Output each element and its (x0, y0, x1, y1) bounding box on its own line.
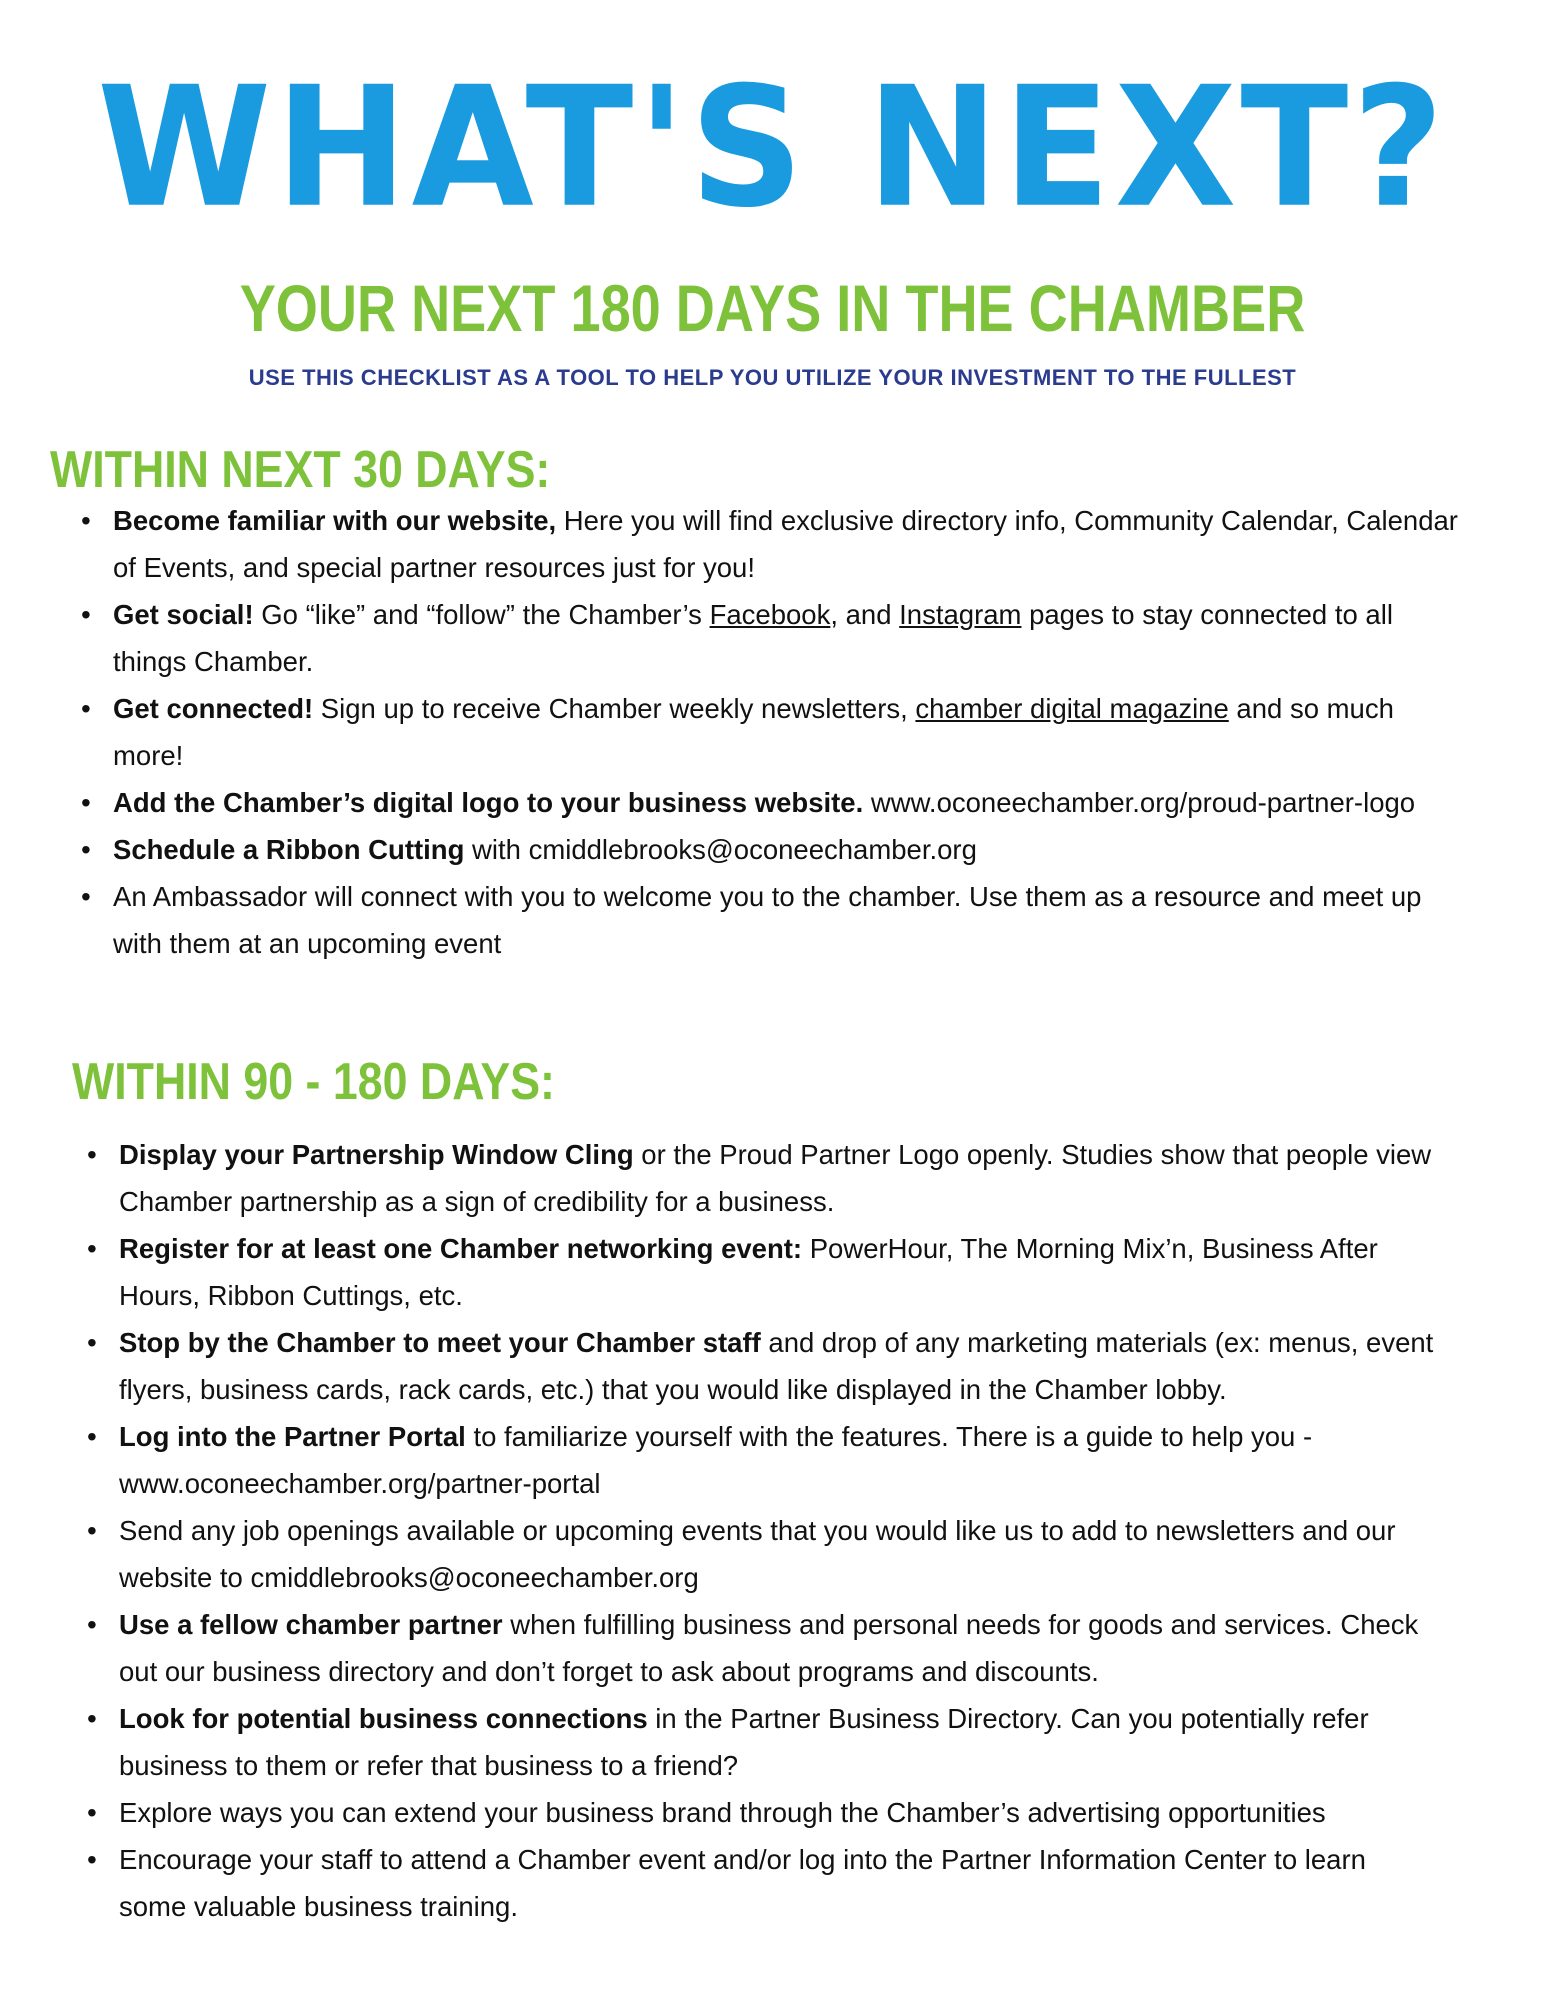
list-item (113, 873, 1463, 967)
list-item (119, 1789, 1439, 1836)
list-item (113, 685, 1463, 779)
section-heading-30-days: WITHIN NEXT 30 DAYS: (50, 441, 551, 499)
item-text: , and (830, 599, 900, 630)
checklist-90-180-days (119, 1131, 1439, 1930)
list-item (113, 779, 1463, 826)
list-item (119, 1131, 1439, 1225)
checklist-30-days (113, 497, 1463, 967)
page-subtitle: YOUR NEXT 180 DAYS IN THE CHAMBER (239, 271, 1306, 345)
list-item (119, 1695, 1439, 1789)
item-text: and so much more! (113, 693, 1394, 771)
item-text: Explore ways you can extend your business brand through the Chamber’s advertising opportunities (119, 1797, 1326, 1828)
list-item (119, 1507, 1439, 1601)
item-bold-text: Look for potential business connections (119, 1703, 648, 1734)
item-text: or the Proud Partner Logo openly. Studies show that people view Chamber partnership as a sign of credibility for a business. (119, 1139, 1432, 1217)
item-text: with cmiddlebrooks@oconeechamber.org (464, 834, 977, 865)
item-text: in the Partner Business Directory. Can you potentially refer business to them or refer that business to a friend? (119, 1703, 1369, 1781)
item-bold-text: Become familiar with our website, (113, 505, 557, 536)
item-text: Send any job openings available or upcoming events that you would like us to add to newsletters and our website to cmiddlebrooks@oconeechamber.org (119, 1515, 1396, 1593)
item-text: Go “like” and “follow” the Chamber’s (253, 599, 710, 630)
item-bold-text: Get social! (113, 599, 254, 630)
item-text: when fulfilling business and personal needs for goods and services. Check out our business directory and don’t forget to ask about programs and discounts. (119, 1609, 1419, 1687)
item-text: to familiarize yourself with the features. There is a guide to help you - www.oconeechamber.org/partner-portal (119, 1421, 1313, 1499)
list-item (119, 1319, 1439, 1413)
item-bold-text: Register for at least one Chamber networking event: (119, 1233, 803, 1264)
page-title: WHAT'S NEXT? (97, 51, 1448, 245)
list-item (119, 1225, 1439, 1319)
list-item (113, 591, 1463, 685)
item-text: Sign up to receive Chamber weekly newsletters, (313, 693, 916, 724)
list-item (119, 1836, 1439, 1930)
item-text: Here you will find exclusive directory info, Community Calendar, Calendar of Events, and special partner resources just for you! (113, 505, 1458, 583)
item-text: pages to stay connected to all things Chamber. (113, 599, 1393, 677)
item-bold-text: Schedule a Ribbon Cutting (113, 834, 465, 865)
instagram-link[interactable]: Instagram (899, 599, 1022, 630)
item-text: PowerHour, The Morning Mix’n, Business After Hours, Ribbon Cuttings, etc. (119, 1233, 1378, 1311)
item-bold-text: Display your Partnership Window Cling (119, 1139, 634, 1170)
item-bold-text: Use a fellow chamber partner (119, 1609, 503, 1640)
item-bold-text: Log into the Partner Portal (119, 1421, 466, 1452)
list-item (119, 1601, 1439, 1695)
section-heading-90-180-days: WITHIN 90 - 180 DAYS: (72, 1053, 555, 1111)
facebook-link[interactable]: Facebook (709, 599, 831, 630)
item-text: www.oconeechamber.org/proud-partner-logo (863, 787, 1416, 818)
item-bold-text: Stop by the Chamber to meet your Chamber staff (119, 1327, 761, 1358)
item-bold-text: Get connected! (113, 693, 314, 724)
item-text: and drop of any marketing materials (ex: menus, event flyers, business cards, rack cards, etc.) that you would like displayed in the Chamber lobby. (119, 1327, 1434, 1405)
list-item (113, 497, 1463, 591)
item-bold-text: Add the Chamber’s digital logo to your business website. (113, 787, 864, 818)
list-item (113, 826, 1463, 873)
digital-magazine-link[interactable]: chamber digital magazine (915, 693, 1229, 724)
item-text: Encourage your staff to attend a Chamber event and/or log into the Partner Information Center to learn some valuable business training. (119, 1844, 1366, 1922)
page-tagline: USE THIS CHECKLIST AS A TOOL TO HELP YOU UTILIZE YOUR INVESTMENT TO THE FULLEST (248, 365, 1297, 390)
list-item (119, 1413, 1439, 1507)
item-text: An Ambassador will connect with you to welcome you to the chamber. Use them as a resource and meet up with them at an upcoming event (113, 881, 1422, 959)
